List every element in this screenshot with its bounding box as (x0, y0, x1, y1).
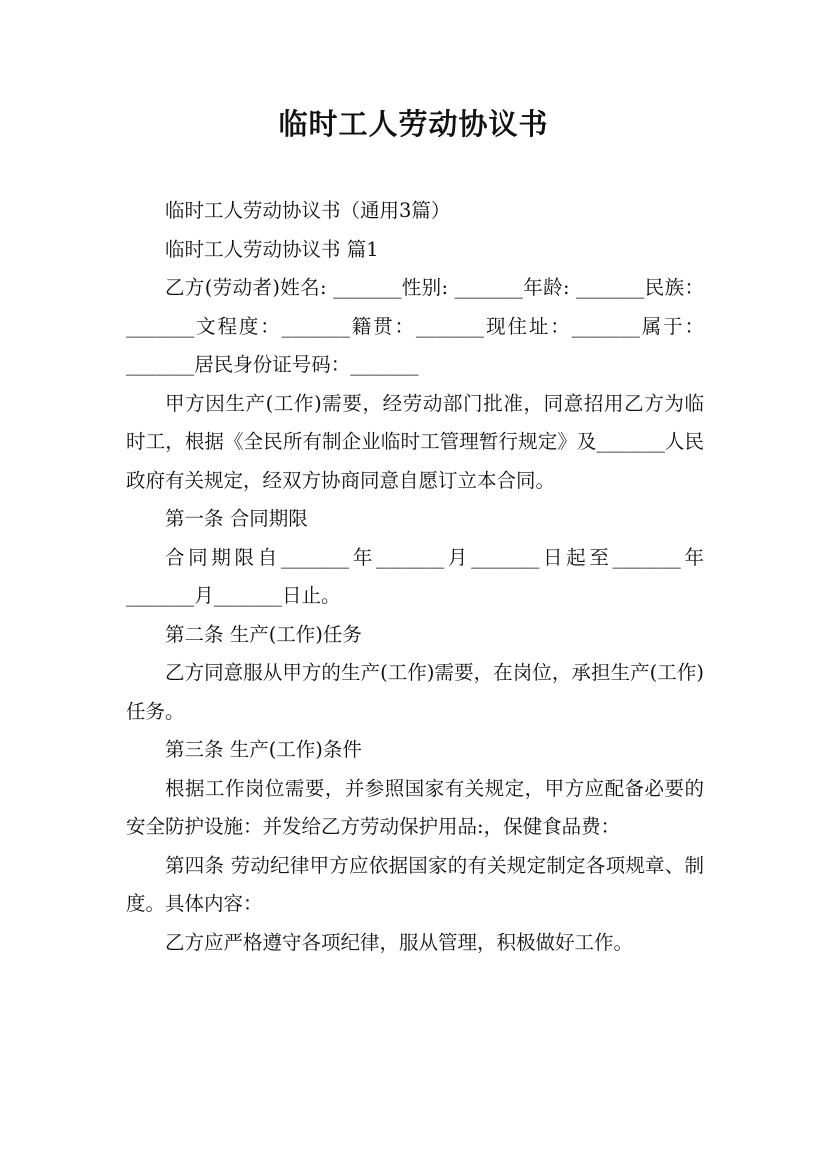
document-title: 临时工人劳动协议书 (278, 107, 549, 141)
preamble-paragraph: 甲方因生产(工作)需要，经劳动部门批准，同意招用乙方为临时工，根据《全民所有制企业临时工管理暂行规定》及_______人民政府有关规定，经双方协商同意自愿订立本合同。 (126, 391, 704, 492)
section-heading: 临时工人劳动协议书 篇1 (165, 237, 379, 261)
document-body (126, 192, 704, 962)
party-b-info-paragraph: 乙方(劳动者)姓名: _______性别: _______年龄: _______民族：_______文程度：_______籍贯：_______现住址：_______属于：_______居民身份证号码：_______ (126, 276, 704, 376)
article-3-body: 根据工作岗位需要，并参照国家有关规定，甲方应配备必要的安全防护设施：并发给乙方劳动保护用品:，保健食品费： (126, 776, 704, 838)
article-2-heading: 第二条 生产(工作)任务 (165, 622, 362, 646)
article-4-heading: 第四条 劳动纪律甲方应依据国家的有关规定制定各项规章、制度。具体内容： (126, 853, 704, 915)
article-1-body: 合同期限自_______年_______月_______日起至_______年_______月_______日止。 (126, 545, 704, 607)
article-3-heading: 第三条 生产(工作)条件 (165, 738, 362, 761)
article-2-body: 乙方同意服从甲方的生产(工作)需要，在岗位，承担生产(工作)任务。 (126, 661, 704, 723)
article-1-heading: 第一条 合同期限 (165, 507, 308, 530)
article-4-body: 乙方应严格遵守各项纪律，服从管理，积极做好工作。 (165, 930, 634, 954)
subtitle-paragraph: 临时工人劳动协议书（通用3篇） (165, 199, 451, 222)
